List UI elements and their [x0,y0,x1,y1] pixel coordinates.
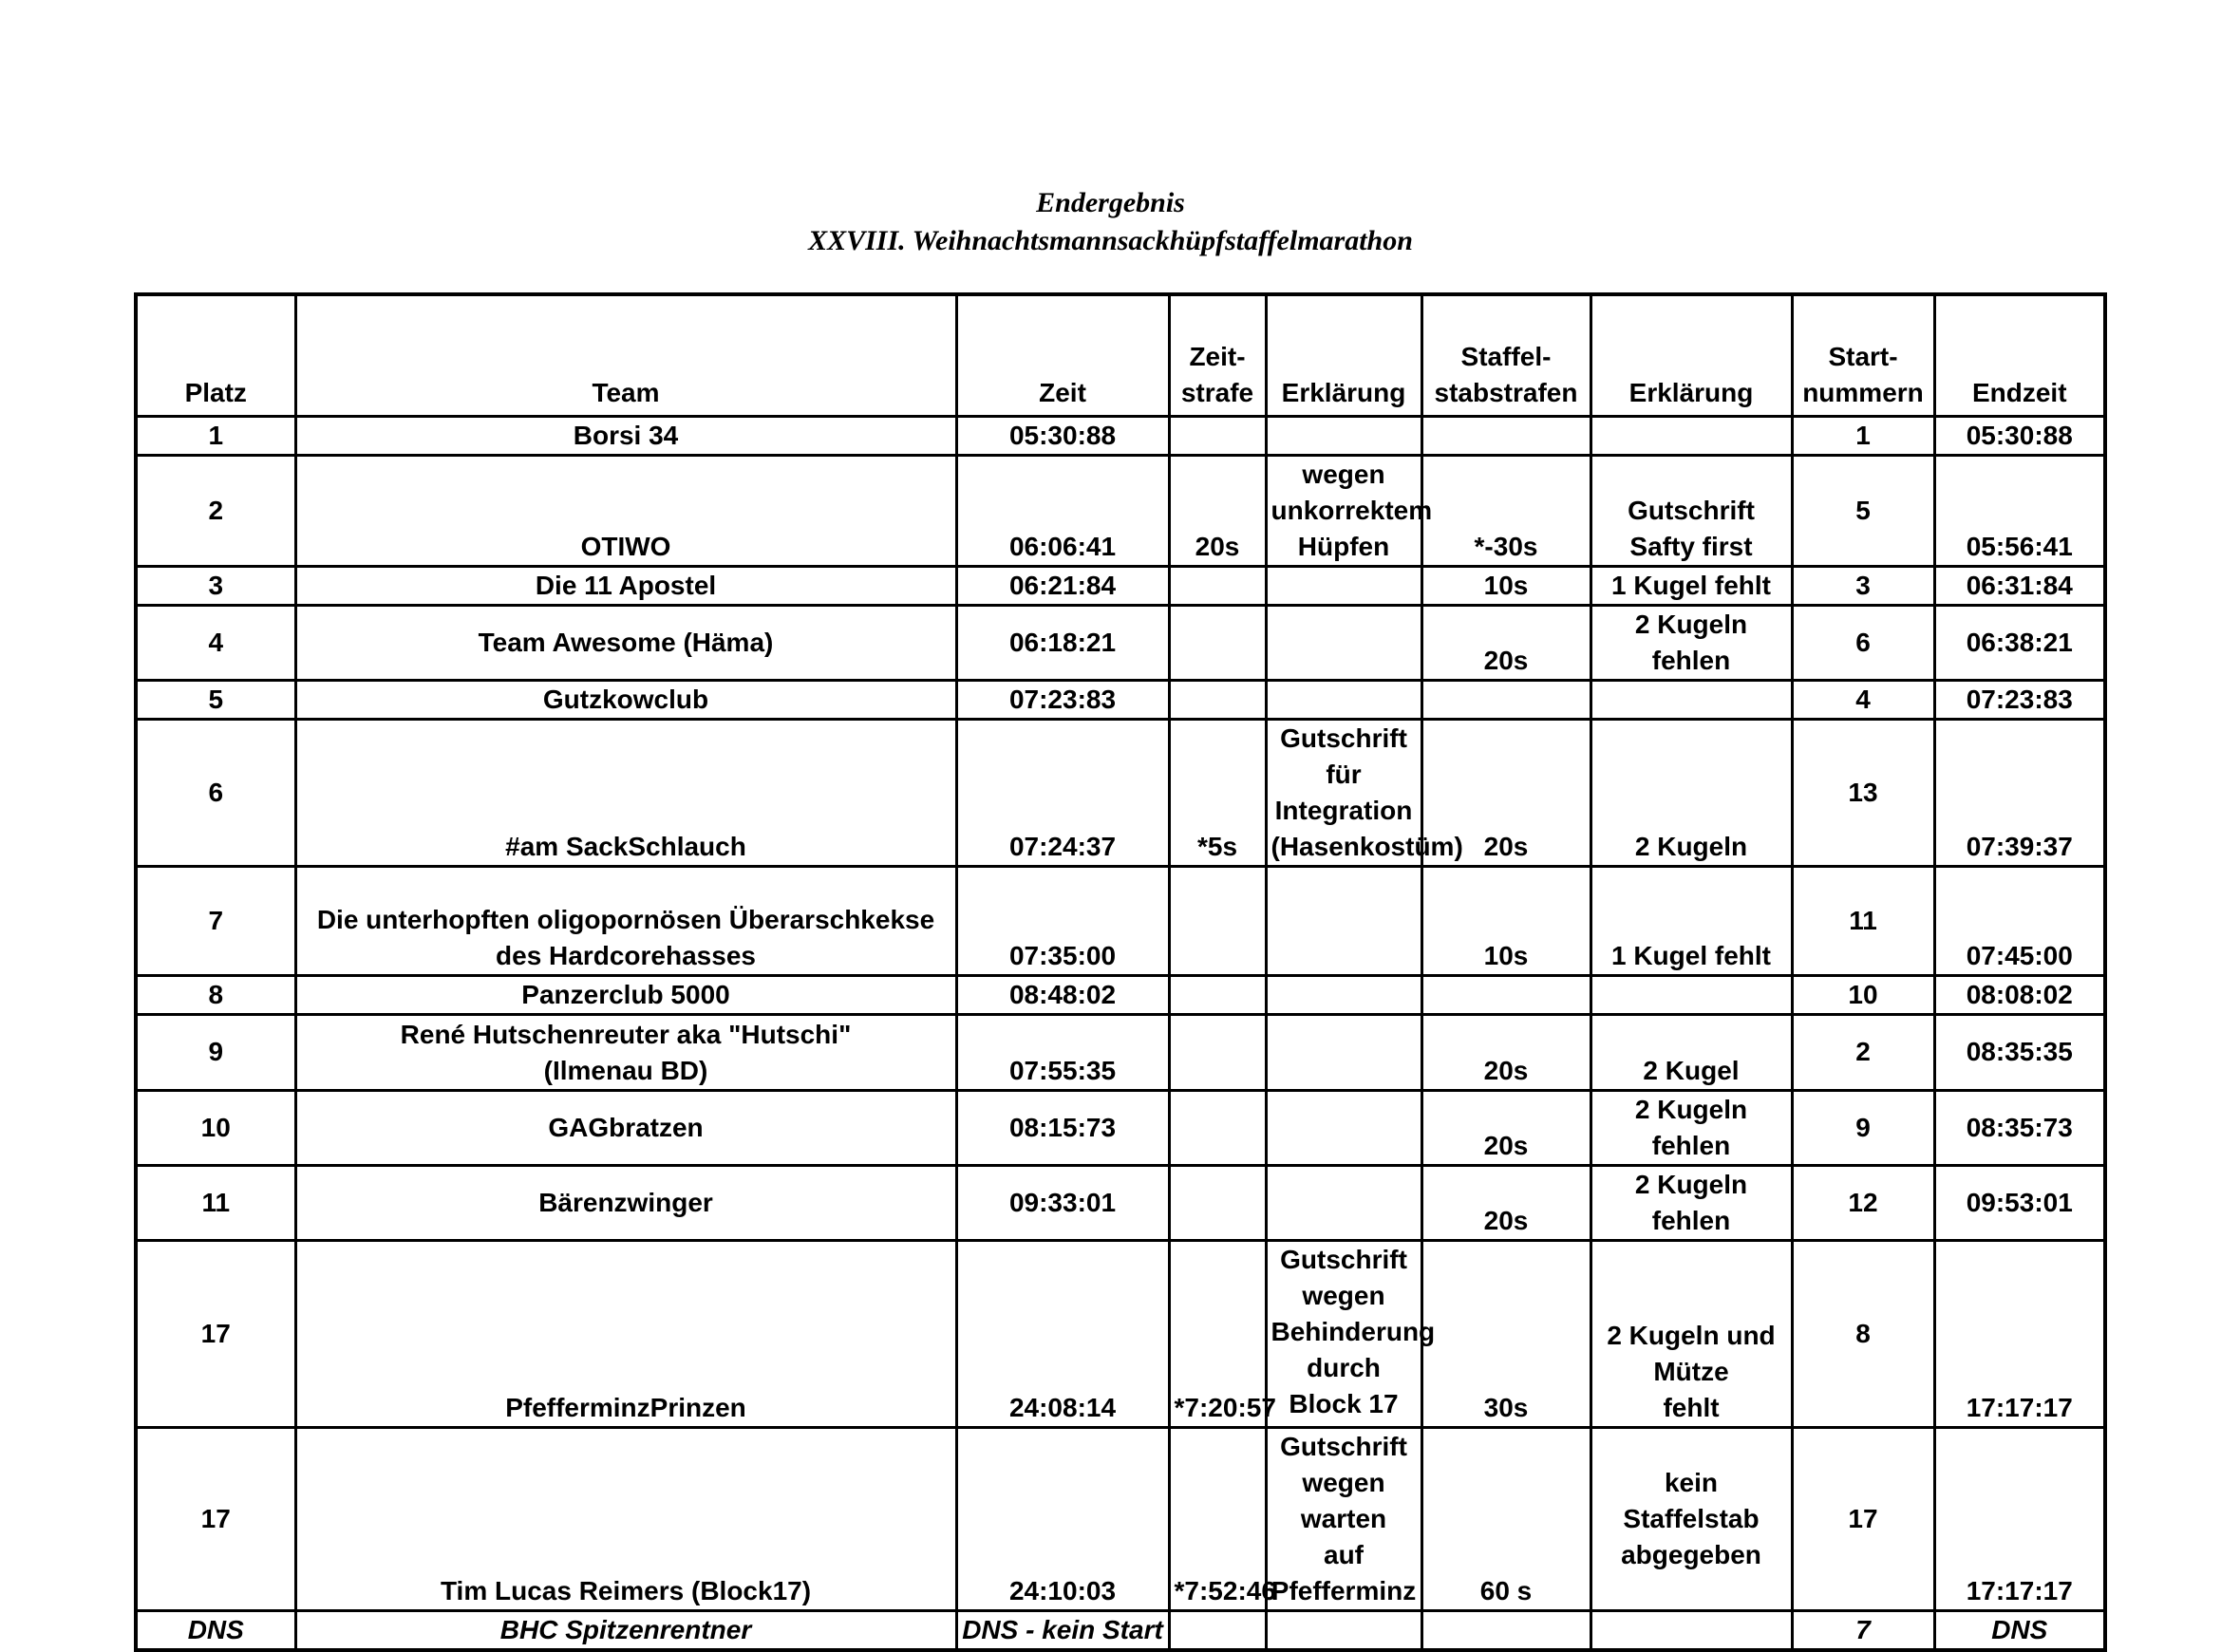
cell-erklaerung-1: Gutschrift wegen warten auf Pfefferminz [1266,1427,1421,1610]
cell-platz: 7 [136,866,295,975]
table-row [136,1014,2105,1090]
table-row [136,719,2105,866]
cell-zeit: 07:24:37 [956,719,1169,866]
cell-staffelstabstrafen: 20s [1421,605,1590,680]
cell-erklaerung-2: 2 Kugeln fehlen [1590,1090,1792,1165]
table-row [136,416,2105,455]
header-row [136,294,2105,416]
header-endzeit: Endzeit [1934,294,2105,416]
cell-team: Die 11 Apostel [295,566,956,605]
cell-startnummer: 5 [1792,455,1934,566]
cell-team: BHC Spitzenrentner [295,1610,956,1650]
table-row [136,1165,2105,1240]
cell-endzeit: DNS [1934,1610,2105,1650]
cell-staffelstabstrafen: 30s [1421,1240,1590,1427]
cell-zeitstrafe: 20s [1169,455,1266,566]
cell-platz: 17 [136,1240,295,1427]
results-table [134,292,2107,1652]
cell-zeit: 06:06:41 [956,455,1169,566]
cell-startnummer: 4 [1792,680,1934,719]
cell-startnummer: 6 [1792,605,1934,680]
cell-zeitstrafe [1169,566,1266,605]
cell-platz: 6 [136,719,295,866]
cell-staffelstabstrafen [1421,680,1590,719]
cell-startnummer: 11 [1792,866,1934,975]
cell-erklaerung-2 [1590,975,1792,1014]
cell-platz: 1 [136,416,295,455]
cell-erklaerung-2: Gutschrift Safty first [1590,455,1792,566]
cell-staffelstabstrafen [1421,416,1590,455]
cell-team: Tim Lucas Reimers (Block17) [295,1427,956,1610]
cell-team: GAGbratzen [295,1090,956,1165]
table-row [136,455,2105,566]
cell-platz: 11 [136,1165,295,1240]
cell-erklaerung-1 [1266,1090,1421,1165]
cell-erklaerung-1 [1266,1610,1421,1650]
cell-zeitstrafe [1169,866,1266,975]
cell-staffelstabstrafen: 20s [1421,1165,1590,1240]
cell-zeit: 24:10:03 [956,1427,1169,1610]
cell-platz: 4 [136,605,295,680]
cell-erklaerung-1 [1266,680,1421,719]
cell-startnummer: 12 [1792,1165,1934,1240]
cell-endzeit: 07:45:00 [1934,866,2105,975]
table-row [136,1610,2105,1650]
cell-zeitstrafe: *7:52:46 [1169,1427,1266,1610]
cell-platz: 8 [136,975,295,1014]
cell-zeit: 24:08:14 [956,1240,1169,1427]
cell-erklaerung-1: wegen unkorrektem Hüpfen [1266,455,1421,566]
header-zeit: Zeit [956,294,1169,416]
cell-team: Team Awesome (Häma) [295,605,956,680]
cell-erklaerung-1 [1266,866,1421,975]
cell-staffelstabstrafen: *-30s [1421,455,1590,566]
cell-startnummer: 17 [1792,1427,1934,1610]
cell-zeit: DNS - kein Start [956,1610,1169,1650]
cell-zeit: 09:33:01 [956,1165,1169,1240]
cell-zeit: 08:15:73 [956,1090,1169,1165]
cell-endzeit: 17:17:17 [1934,1240,2105,1427]
cell-zeitstrafe [1169,416,1266,455]
cell-team: PfefferminzPrinzen [295,1240,956,1427]
cell-team: #am SackSchlauch [295,719,956,866]
cell-platz: 9 [136,1014,295,1090]
cell-erklaerung-2: 2 Kugeln [1590,719,1792,866]
cell-platz: 2 [136,455,295,566]
cell-team: Panzerclub 5000 [295,975,956,1014]
cell-erklaerung-1 [1266,975,1421,1014]
cell-erklaerung-2 [1590,416,1792,455]
table-row [136,680,2105,719]
table-row [136,1090,2105,1165]
cell-staffelstabstrafen: 20s [1421,1014,1590,1090]
header-startnummern: Start- nummern [1792,294,1934,416]
cell-team: Die unterhopften oligopornösen Überarschkekse des Hardcorehasses [295,866,956,975]
table-row [136,1240,2105,1427]
cell-zeitstrafe: *7:20:57 [1169,1240,1266,1427]
cell-startnummer: 8 [1792,1240,1934,1427]
cell-erklaerung-1: Gutschrift wegen Behinderung durch Block 17 [1266,1240,1421,1427]
cell-startnummer: 9 [1792,1090,1934,1165]
cell-team: Borsi 34 [295,416,956,455]
cell-platz: 10 [136,1090,295,1165]
cell-erklaerung-2: 2 Kugel [1590,1014,1792,1090]
cell-zeit: 07:55:35 [956,1014,1169,1090]
table-row [136,1427,2105,1610]
header-team: Team [295,294,956,416]
cell-erklaerung-2: 1 Kugel fehlt [1590,866,1792,975]
cell-endzeit: 05:56:41 [1934,455,2105,566]
cell-erklaerung-2: 1 Kugel fehlt [1590,566,1792,605]
cell-erklaerung-1 [1266,1014,1421,1090]
cell-zeit: 06:18:21 [956,605,1169,680]
cell-startnummer: 10 [1792,975,1934,1014]
cell-endzeit: 07:23:83 [1934,680,2105,719]
cell-endzeit: 17:17:17 [1934,1427,2105,1610]
cell-zeitstrafe [1169,1165,1266,1240]
cell-erklaerung-1 [1266,605,1421,680]
header-zeitstrafe: Zeit- strafe [1169,294,1266,416]
cell-staffelstabstrafen: 10s [1421,566,1590,605]
header-erklaerung-2: Erklärung [1590,294,1792,416]
cell-team: Bärenzwinger [295,1165,956,1240]
cell-zeitstrafe: *5s [1169,719,1266,866]
cell-zeit: 08:48:02 [956,975,1169,1014]
cell-startnummer: 1 [1792,416,1934,455]
cell-staffelstabstrafen: 20s [1421,719,1590,866]
table-row [136,605,2105,680]
cell-zeit: 07:35:00 [956,866,1169,975]
cell-zeitstrafe [1169,605,1266,680]
cell-startnummer: 13 [1792,719,1934,866]
cell-zeitstrafe [1169,1014,1266,1090]
cell-endzeit: 08:35:73 [1934,1090,2105,1165]
cell-erklaerung-1 [1266,566,1421,605]
document-title [0,184,2221,260]
cell-zeit: 05:30:88 [956,416,1169,455]
cell-zeitstrafe [1169,1610,1266,1650]
cell-zeit: 06:21:84 [956,566,1169,605]
cell-erklaerung-2: kein Staffelstab abgegeben [1590,1427,1792,1610]
cell-erklaerung-1 [1266,1165,1421,1240]
cell-endzeit: 05:30:88 [1934,416,2105,455]
cell-endzeit: 07:39:37 [1934,719,2105,866]
cell-startnummer: 3 [1792,566,1934,605]
cell-platz: 3 [136,566,295,605]
cell-staffelstabstrafen: 60 s [1421,1427,1590,1610]
header-staffelstabstrafen: Staffel- stabstrafen [1421,294,1590,416]
cell-erklaerung-1 [1266,416,1421,455]
cell-erklaerung-2: 2 Kugeln und Mütze fehlt [1590,1240,1792,1427]
cell-erklaerung-2: 2 Kugeln fehlen [1590,1165,1792,1240]
table-row [136,566,2105,605]
cell-endzeit: 08:35:35 [1934,1014,2105,1090]
cell-staffelstabstrafen: 20s [1421,1090,1590,1165]
cell-team: René Hutschenreuter aka "Hutschi" (Ilmenau BD) [295,1014,956,1090]
cell-platz: 5 [136,680,295,719]
cell-erklaerung-2: 2 Kugeln fehlen [1590,605,1792,680]
cell-startnummer: 2 [1792,1014,1934,1090]
title-line-2: XXVIII. Weihnachtsmannsackhüpfstaffelmarathon [808,225,1413,256]
cell-startnummer: 7 [1792,1610,1934,1650]
table-row [136,975,2105,1014]
cell-platz: 17 [136,1427,295,1610]
title-line-1: Endergebnis [1036,187,1185,218]
cell-zeitstrafe [1169,975,1266,1014]
cell-erklaerung-1: Gutschrift für Integration (Hasenkostüm) [1266,719,1421,866]
cell-endzeit: 09:53:01 [1934,1165,2105,1240]
cell-erklaerung-2 [1590,1610,1792,1650]
cell-zeitstrafe [1169,1090,1266,1165]
cell-team: Gutzkowclub [295,680,956,719]
cell-staffelstabstrafen [1421,1610,1590,1650]
cell-platz: DNS [136,1610,295,1650]
cell-endzeit: 06:31:84 [1934,566,2105,605]
cell-endzeit: 08:08:02 [1934,975,2105,1014]
cell-staffelstabstrafen: 10s [1421,866,1590,975]
table-row [136,866,2105,975]
cell-team: OTIWO [295,455,956,566]
cell-endzeit: 06:38:21 [1934,605,2105,680]
header-erklaerung-1: Erklärung [1266,294,1421,416]
header-platz: Platz [136,294,295,416]
cell-zeit: 07:23:83 [956,680,1169,719]
cell-erklaerung-2 [1590,680,1792,719]
cell-staffelstabstrafen [1421,975,1590,1014]
cell-zeitstrafe [1169,680,1266,719]
